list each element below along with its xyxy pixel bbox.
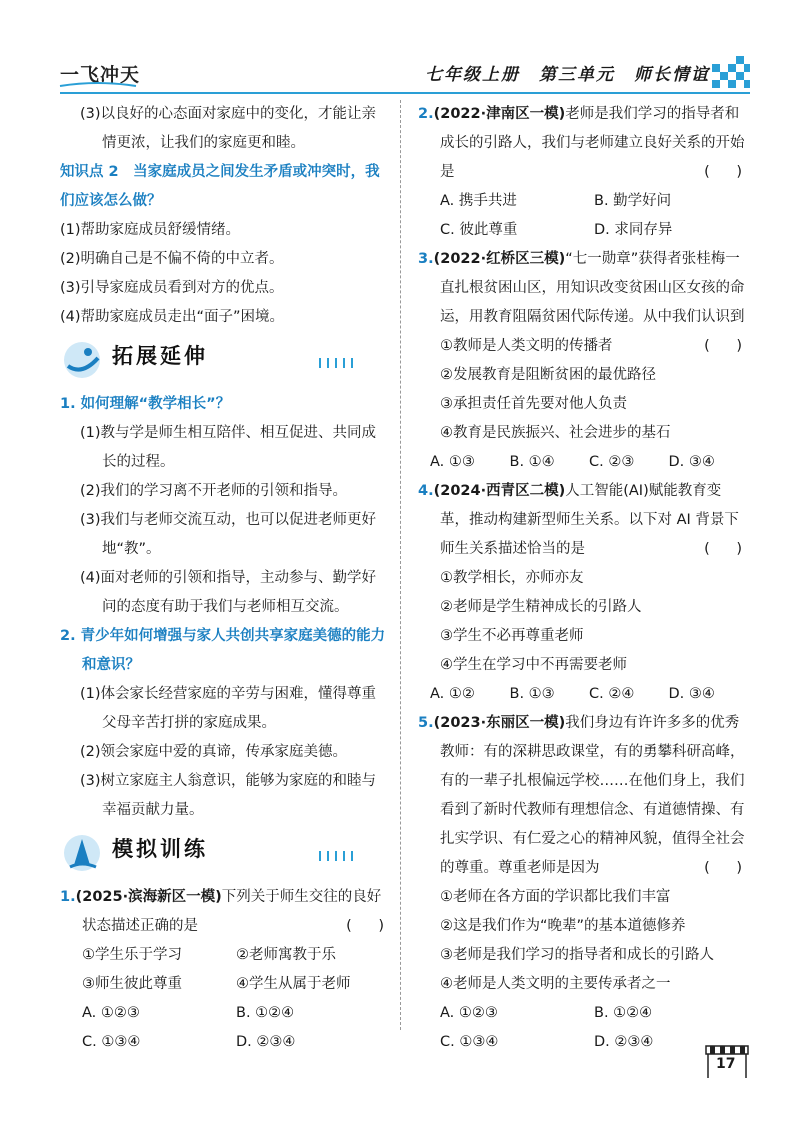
statement: ③老师是我们学习的指导者和成长的引路人	[440, 947, 714, 963]
option-b[interactable]: B. 勤学好问	[594, 193, 672, 209]
knowledge-point-2-title: 知识点 2 当家庭成员之间发生矛盾或冲突时，我们应该怎么做？	[60, 164, 380, 209]
extension-question-1: 1. 如何理解“教学相长”？	[60, 396, 231, 412]
column-divider	[400, 100, 401, 1030]
option-b[interactable]: B. ①②④	[594, 1005, 653, 1021]
question-2	[418, 100, 748, 245]
series-logo: 一飞冲天	[60, 64, 141, 86]
practice-section-header	[60, 831, 390, 875]
checker-decoration-icon	[712, 54, 750, 88]
question-number: 4.	[418, 483, 434, 499]
ext-q1-item: (1)教与学是师生相互陪伴、相互促进、共同成长的过程。	[80, 425, 377, 470]
question-number: 2.	[418, 106, 434, 122]
left-column	[60, 100, 390, 1057]
ruler-decoration-icon	[240, 358, 390, 368]
unit-title: 七年级上册 第三单元 师长情谊	[425, 65, 710, 85]
answer-blank[interactable]: ( )	[704, 860, 748, 876]
question-source: (2022·红桥区三模)	[433, 251, 566, 267]
statement: ③师生彼此尊重	[82, 976, 182, 992]
logo-swoosh-icon	[58, 82, 138, 88]
question-stem: 我们身边有许许多多的优秀教师：有的深耕思政课堂，有的勇攀科研高峰，有的一辈子扎根偏远学校……在他们身上，我们看到了新时代教师有理想信念、有道德情操、有扎实学识、有仁爱之心的精神风貌，值得全社会的尊重。尊重老师是因为	[440, 715, 745, 876]
question-4	[418, 477, 748, 709]
statement: ②发展教育是阻断贫困的最优路径	[440, 367, 656, 383]
kp2-item: (1)帮助家庭成员舒缓情绪。	[60, 222, 241, 238]
kp2-item: (2)明确自己是不偏不倚的中立者。	[60, 251, 284, 267]
header-rule	[60, 92, 750, 94]
ruler-decoration-icon	[240, 851, 390, 861]
question-stem: 人工智能(AI)赋能教育变革，推动构建新型师生关系。以下对 AI 背景下师生关系描述恰当的是	[440, 483, 739, 557]
statement: ④学生在学习中不再需要老师	[440, 657, 627, 673]
statement: ②老师是学生精神成长的引路人	[440, 599, 642, 615]
ext-q1-item: (2)我们的学习离不开老师的引领和指导。	[80, 483, 348, 499]
page-number: 17	[716, 1056, 736, 1072]
extension-badge-icon	[60, 340, 104, 380]
ext-q2-item: (1)体会家长经营家庭的辛劳与困难，懂得尊重父母辛苦打拼的家庭成果。	[80, 686, 377, 731]
question-stem: 老师是我们学习的指导者和成长的引路人，我们与老师建立良好关系的开始是	[440, 106, 745, 180]
ext-q1-item: (3)我们与老师交流互动，也可以促进老师更好地“教”。	[80, 512, 377, 557]
ext-q2-item: (3)树立家庭主人翁意识，能够为家庭的和睦与幸福贡献力量。	[80, 773, 377, 818]
practice-badge-icon	[60, 833, 104, 873]
answer-blank[interactable]: ( )	[346, 918, 390, 934]
question-number: 5.	[418, 715, 434, 731]
option-b[interactable]: B. ①③	[509, 686, 555, 702]
option-a[interactable]: A. 携手共进	[440, 193, 517, 209]
option-d[interactable]: D. ②③④	[594, 1034, 654, 1050]
ext-q2-item: (2)领会家庭中爱的真谛，传承家庭美德。	[80, 744, 348, 760]
question-source: (2025·滨海新区一模)	[75, 889, 222, 905]
question-stem: “七一勋章”获得者张桂梅一直扎根贫困山区，用知识改变贫困山区女孩的命运，用教育阻隔贫困代际传递。从中我们认识到	[440, 251, 745, 325]
statement: ①学生乐于学习	[82, 947, 182, 963]
answer-blank[interactable]: ( )	[704, 541, 748, 557]
option-a[interactable]: A. ①③	[430, 454, 475, 470]
statement: ①老师在各方面的学识都比我们丰富	[440, 889, 671, 905]
question-stem: 下列关于师生交往的良好状态描述正确的是	[82, 889, 382, 934]
statement: ①教师是人类文明的传播者	[440, 338, 613, 354]
option-a[interactable]: A. ①②③	[440, 1005, 498, 1021]
question-3	[418, 245, 748, 477]
statement: ②这是我们作为“晚辈”的基本道德修养	[440, 918, 686, 934]
option-c[interactable]: C. 彼此尊重	[440, 222, 518, 238]
statement: ③承担责任首先要对他人负责	[440, 396, 627, 412]
question-source: (2022·津南区一模)	[433, 106, 566, 122]
option-d[interactable]: D. 求同存异	[594, 222, 673, 238]
right-column	[418, 100, 748, 1057]
family-change-item: (3)以良好的心态面对家庭中的变化，才能让亲情更浓，让我们的家庭更和睦。	[80, 106, 377, 151]
question-source: (2023·东丽区一模)	[433, 715, 566, 731]
question-number: 1.	[60, 889, 76, 905]
option-c[interactable]: C. ②④	[589, 686, 635, 702]
question-source: (2024·西青区二模)	[433, 483, 566, 499]
answer-blank[interactable]: ( )	[704, 338, 748, 354]
option-d[interactable]: D. ③④	[668, 686, 715, 702]
statement: ①教学相长，亦师亦友	[440, 570, 584, 586]
option-b[interactable]: B. ①④	[509, 454, 555, 470]
statement: ④教育是民族振兴、社会进步的基石	[440, 425, 671, 441]
option-c[interactable]: C. ②③	[589, 454, 635, 470]
statement: ②老师寓教于乐	[236, 947, 336, 963]
option-d[interactable]: D. ②③④	[236, 1034, 296, 1050]
statement: ④学生从属于老师	[236, 976, 351, 992]
page-number-badge	[702, 1040, 752, 1080]
extension-question-2: 2. 青少年如何增强与家人共创共享家庭美德的能力和意识？	[60, 628, 386, 673]
option-c[interactable]: C. ①③④	[82, 1034, 141, 1050]
answer-blank[interactable]: ( )	[704, 164, 748, 180]
statement: ③学生不必再尊重老师	[440, 628, 584, 644]
extension-section-title: 拓展延伸	[112, 344, 208, 368]
option-c[interactable]: C. ①③④	[440, 1034, 499, 1050]
option-d[interactable]: D. ③④	[668, 454, 715, 470]
question-number: 3.	[418, 251, 434, 267]
option-b[interactable]: B. ①②④	[236, 1005, 295, 1021]
extension-section-header	[60, 338, 390, 382]
option-a[interactable]: A. ①②	[430, 686, 475, 702]
statement: ④老师是人类文明的主要传承者之一	[440, 976, 671, 992]
practice-section-title: 模拟训练	[112, 837, 208, 861]
question-1	[60, 883, 390, 1057]
kp2-item: (3)引导家庭成员看到对方的优点。	[60, 280, 284, 296]
kp2-item: (4)帮助家庭成员走出“面子”困境。	[60, 309, 285, 325]
ext-q1-item: (4)面对老师的引领和指导，主动参与、勤学好问的态度有助于我们与老师相互交流。	[80, 570, 377, 615]
page-header	[60, 52, 750, 92]
question-5	[418, 709, 748, 1057]
option-a[interactable]: A. ①②③	[82, 1005, 140, 1021]
